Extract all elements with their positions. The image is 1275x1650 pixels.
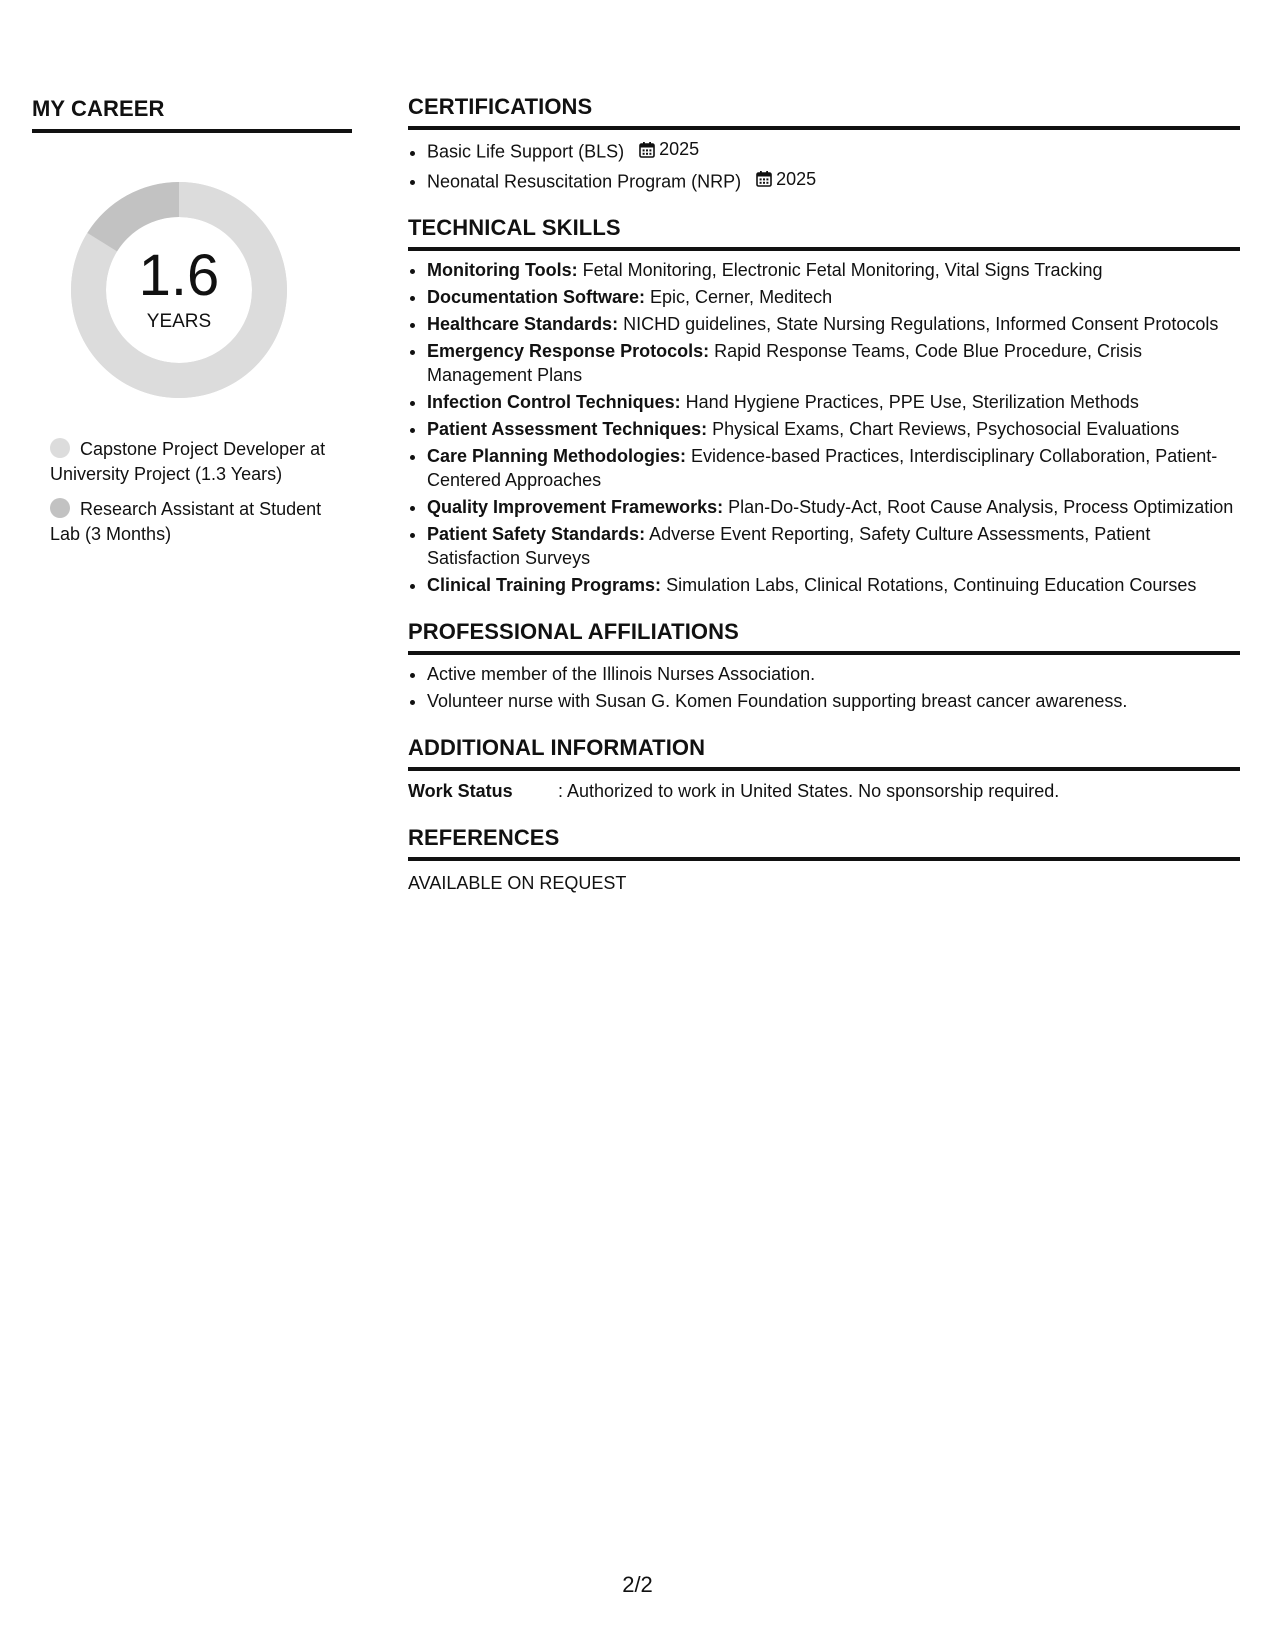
- skill-category: Monitoring Tools:: [427, 260, 578, 280]
- work-status-row: [408, 779, 1240, 803]
- additional-info-heading: ADDITIONAL INFORMATION: [408, 735, 1240, 771]
- certification-year: 2025: [659, 139, 700, 159]
- skill-category: Quality Improvement Frameworks:: [427, 497, 724, 517]
- legend-dot-icon: [50, 438, 70, 458]
- skill-item: [427, 417, 1240, 441]
- additional-info-section: [408, 735, 1240, 803]
- career-column: [32, 96, 352, 557]
- certification-date: [639, 137, 699, 161]
- skill-details: Simulation Labs, Clinical Rotations, Continuing Education Courses: [661, 575, 1197, 595]
- certifications-list: [408, 137, 1240, 193]
- affiliation-item: • Volunteer nurse with Susan G. Komen Foundation supporting breast cancer awareness.: [427, 689, 1240, 713]
- certification-name: Basic Life Support (BLS): [427, 141, 625, 162]
- skill-details: NICHD guidelines, State Nursing Regulations, Informed Consent Protocols: [618, 314, 1219, 334]
- skill-details: Physical Exams, Chart Reviews, Psychosocial Evaluations: [707, 419, 1180, 439]
- calendar-icon: [639, 141, 655, 158]
- career-legend-item: [50, 497, 340, 547]
- skill-details: Adverse Event Reporting, Safety Culture Assessments, Patient Satisfaction Surveys: [427, 524, 1151, 568]
- affiliation-item: • Active member of the Illinois Nurses Association.: [427, 662, 1240, 686]
- references-text: AVAILABLE ON REQUEST: [408, 873, 627, 893]
- certifications-heading: CERTIFICATIONS: [408, 94, 1240, 130]
- career-legend: [50, 437, 340, 547]
- skill-details: Plan-Do-Study-Act, Root Cause Analysis, Process Optimization: [723, 497, 1234, 517]
- work-status-value: : Authorized to work in United States. No sponsorship required.: [558, 781, 1060, 801]
- skill-item: [427, 390, 1240, 414]
- career-donut-chart: [66, 177, 292, 403]
- certification-item: [427, 167, 1240, 194]
- skill-item: [427, 495, 1240, 519]
- skill-details: Epic, Cerner, Meditech: [645, 287, 833, 307]
- references-heading: REFERENCES: [408, 825, 1240, 861]
- technical-skills-list: [408, 258, 1240, 597]
- affiliations-section: [408, 619, 1240, 713]
- page-number: 2/2: [622, 1572, 653, 1597]
- donut-segment: [87, 182, 179, 251]
- technical-skills-heading: TECHNICAL SKILLS: [408, 215, 1240, 251]
- certification-name: Neonatal Resuscitation Program (NRP): [427, 171, 742, 191]
- work-status-label: Work Status: [408, 781, 513, 801]
- career-heading: MY CAREER: [32, 96, 352, 133]
- skill-details: Hand Hygiene Practices, PPE Use, Sterilization Methods: [680, 392, 1139, 412]
- skill-details: Rapid Response Teams, Code Blue Procedure, Crisis Management Plans: [427, 341, 1142, 385]
- technical-skills-section: [408, 215, 1240, 597]
- affiliations-heading: PROFESSIONAL AFFILIATIONS: [408, 619, 1240, 655]
- career-total-years: 1.6: [138, 243, 220, 308]
- calendar-icon: [756, 170, 772, 187]
- certifications-section: [408, 94, 1240, 193]
- skill-item: [427, 258, 1240, 282]
- skill-category: Infection Control Techniques:: [427, 392, 681, 412]
- skill-category: Patient Safety Standards:: [427, 524, 646, 544]
- career-years-unit: YEARS: [146, 311, 212, 332]
- main-column: [408, 94, 1240, 917]
- skill-item: [427, 312, 1240, 336]
- skill-item: [427, 573, 1240, 597]
- skill-item: [427, 339, 1240, 387]
- skill-item: [427, 444, 1240, 492]
- certification-year: 2025: [776, 168, 817, 189]
- certification-date: [756, 167, 816, 191]
- career-role-label: Capstone Project Developer at University Project (1.3 Years): [50, 439, 326, 484]
- skill-item: [427, 285, 1240, 309]
- skill-category: Documentation Software:: [427, 287, 646, 307]
- skill-category: Healthcare Standards:: [427, 314, 619, 334]
- skill-item: [427, 522, 1240, 570]
- skill-category: Patient Assessment Techniques:: [427, 419, 708, 439]
- skill-details: Evidence-based Practices, Interdisciplinary Collaboration, Patient-Centered Approaches: [427, 446, 1218, 490]
- career-role-label: Research Assistant at Student Lab (3 Months): [50, 499, 322, 544]
- references-section: [408, 825, 1240, 895]
- skill-category: Clinical Training Programs:: [427, 575, 662, 595]
- legend-dot-icon: [50, 498, 70, 518]
- affiliations-list: [408, 662, 1240, 713]
- certification-item: [427, 137, 1240, 164]
- skill-category: Care Planning Methodologies:: [427, 446, 687, 466]
- career-legend-item: [50, 437, 340, 487]
- skill-category: Emergency Response Protocols:: [427, 341, 710, 361]
- skill-details: Fetal Monitoring, Electronic Fetal Monitoring, Vital Signs Tracking: [577, 260, 1103, 280]
